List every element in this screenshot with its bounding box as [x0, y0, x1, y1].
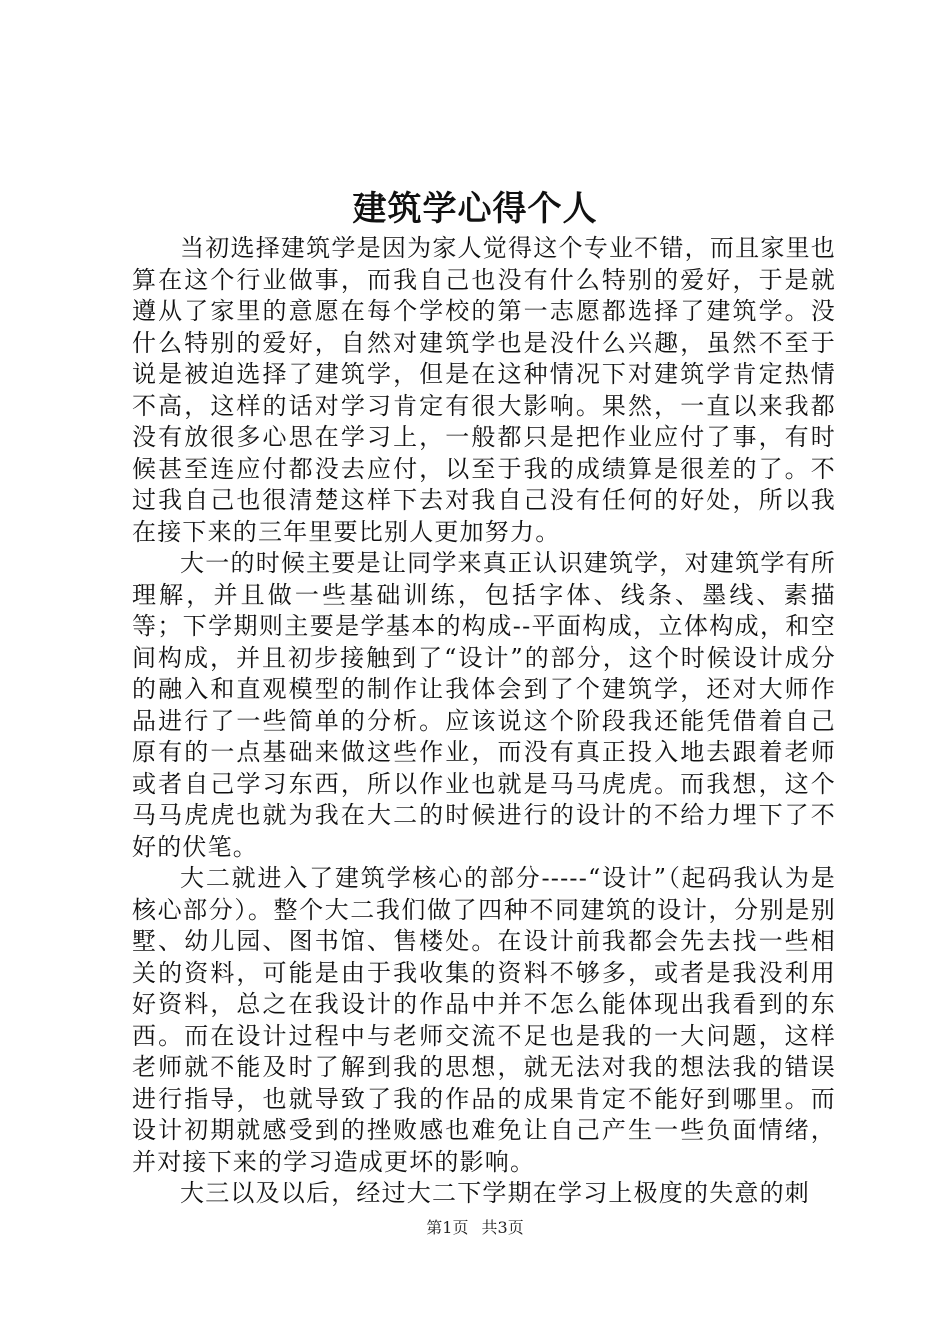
page-number: 第1页	[426, 1218, 469, 1237]
page-total: 共3页	[481, 1218, 524, 1237]
paragraph: 大一的时候主要是让同学来真正认识建筑学，对建筑学有所理解，并且做一些基础训练，包括字体、线条、墨线、素描等；下学期则主要是学基本的构成--平面构成，立体构成，和空间构成，并且初步接触到了“设计”的部分，这个时候设计成分的融入和直观模型的制作让我体会到了个建筑学，还对大师作品进行了一些简单的分析。应该说这个阶段我还能凭借着自己原有的一点基础来做这些作业，而没有真正投入地去跟着老师或者自己学习东西，所以作业也就是马马虎虎。而我想，这个马马虎虎也就为我在大二的时候进行的设计的不给力埋下了不好的伏笔。	[132, 549, 836, 861]
page-footer	[0, 1216, 950, 1240]
paragraph: 大三以及以后，经过大二下学期在学习上极度的失意的刺	[180, 1179, 810, 1207]
document-title: 建筑学心得个人	[352, 189, 598, 229]
paragraph: 当初选择建筑学是因为家人觉得这个专业不错，而且家里也算在这个行业做事，而我自己也没有什么特别的爱好，于是就遵从了家里的意愿在每个学校的第一志愿都选择了建筑学。没什么特别的爱好，自然对建筑学也是没什么兴趣，虽然不至于说是被迫选择了建筑学，但是在这种情况下对建筑学肯定热情不高，这样的话对学习肯定有很大影响。果然，一直以来我都没有放很多心思在学习上，一般都只是把作业应付了事，有时候甚至连应付都没去应付，以至于我的成绩算是很差的了。不过我自己也很清楚这样下去对我自己没有任何的好处，所以我在接下来的三年里要比别人更加努力。	[132, 234, 836, 546]
document-body	[132, 233, 836, 1210]
paragraph: 大二就进入了建筑学核心的部分-----“设计”（起码我认为是核心部分）。整个大二我们做了四种不同建筑的设计，分别是别墅、幼儿园、图书馆、售楼处。在设计前我都会先去找一些相关的资料，可能是由于我收集的资料不够多，或者是我没利用好资料，总之在我设计的作品中并不怎么能体现出我看到的东西。而在设计过程中与老师交流不足也是我的一大问题，这样老师就不能及时了解到我的思想，就无法对我的想法我的错误进行指导，也就导致了我的作品的成果肯定不能好到哪里。而设计初期就感受到的挫败感也难免让自己产生一些负面情绪，并对接下来的学习造成更坏的影响。	[132, 864, 836, 1176]
